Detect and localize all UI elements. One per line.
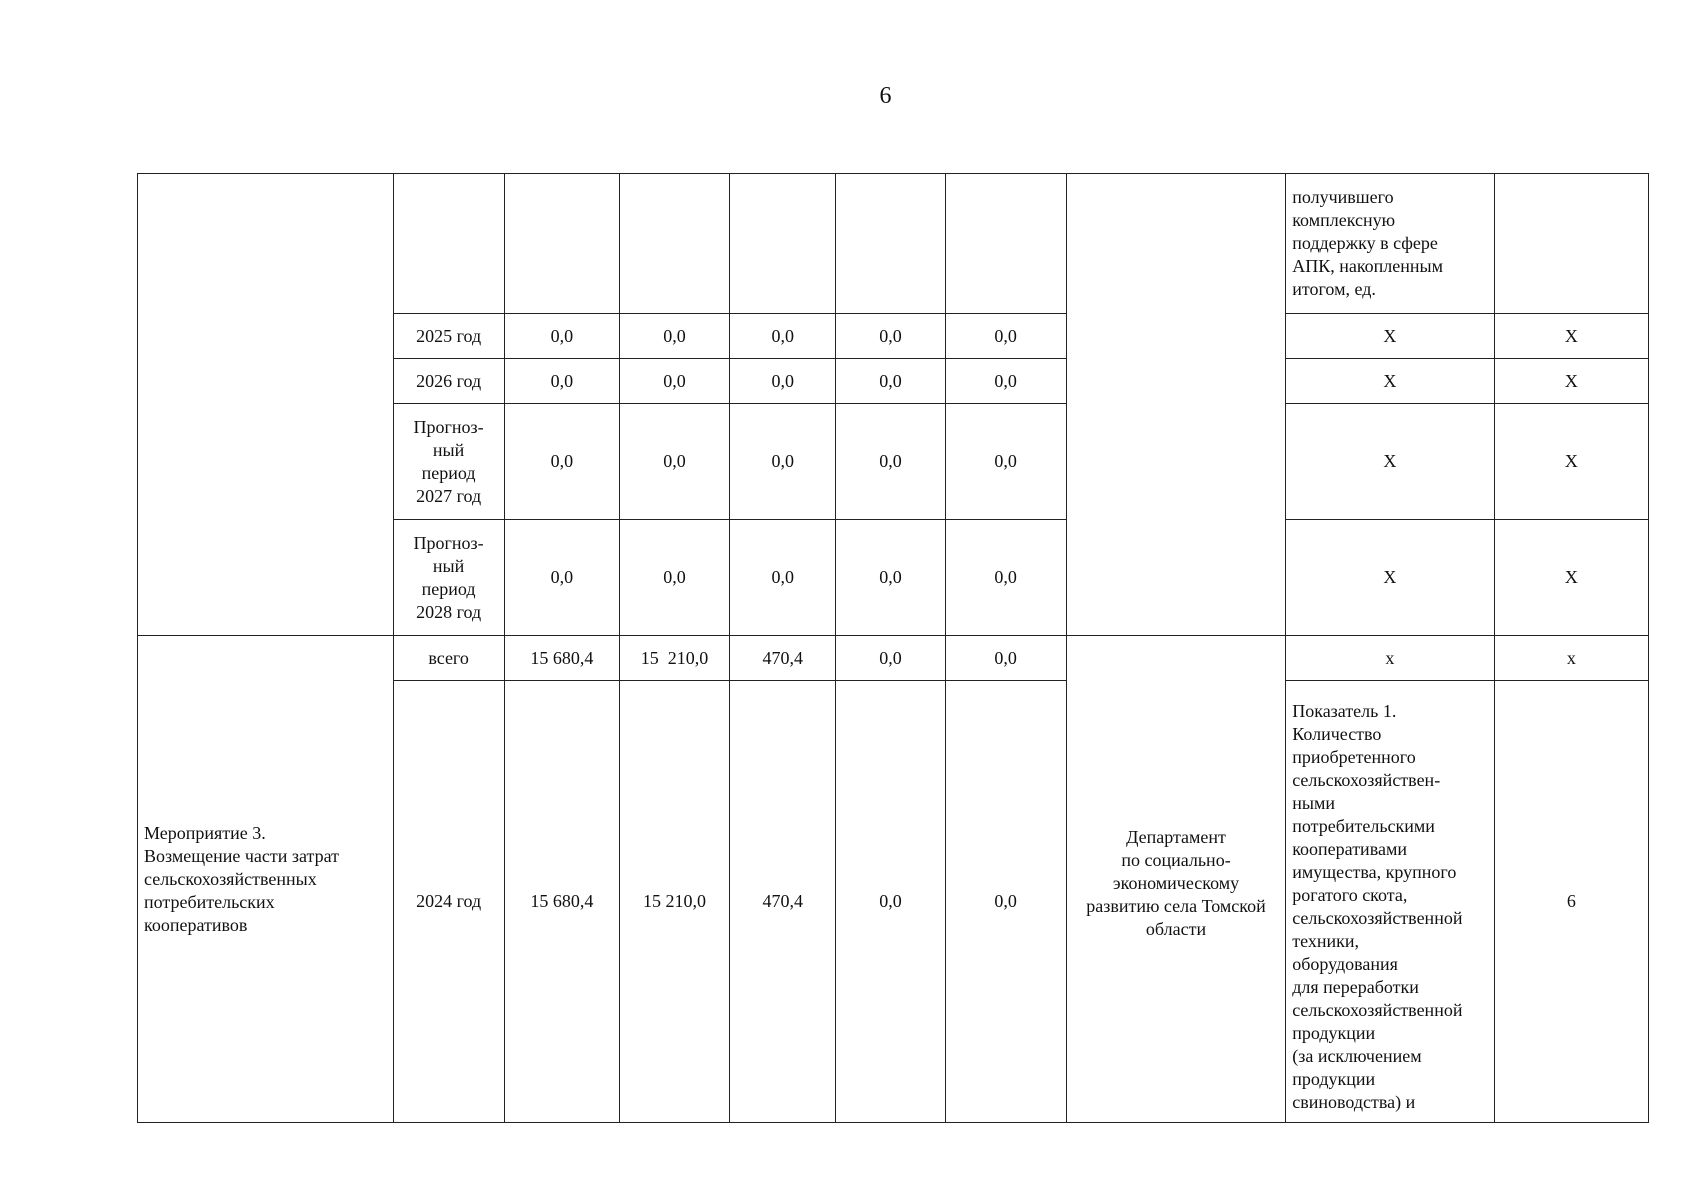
value-cell: 0,0 <box>836 404 945 520</box>
value-cell: 470,4 <box>730 636 836 681</box>
period-cell: 2025 год <box>393 314 504 359</box>
value-cell: 15 680,4 <box>504 681 619 1123</box>
measure-name-cell <box>138 174 394 636</box>
period-cell: 2026 год <box>393 359 504 404</box>
indicator-value-cell: 6 <box>1494 681 1648 1123</box>
value-cell: 0,0 <box>619 314 729 359</box>
value-cell: 0,0 <box>836 681 945 1123</box>
value-cell: 0,0 <box>945 359 1066 404</box>
value-cell: 0,0 <box>730 404 836 520</box>
indicator-value-cell: х <box>1494 636 1648 681</box>
value-cell: 0,0 <box>945 314 1066 359</box>
indicator-text: Показатель 1. Количество приобретенного сельскохозяйствен- ными потребительскими кооперативами имущества, крупного рогатого скота, сельскохозяйственной техники, оборудования для переработки сельскохозяйственной продукции (за исключением продукции свиноводства) и <box>1286 681 1494 1123</box>
period-cell: Прогноз- ный период 2027 год <box>393 404 504 520</box>
value-cell: 15 210,0 <box>619 636 729 681</box>
period-cell: всего <box>393 636 504 681</box>
value-cell: 0,0 <box>945 636 1066 681</box>
indicator-cell: Х <box>1286 359 1494 404</box>
table-row <box>138 636 1649 681</box>
table-row <box>138 174 1649 314</box>
indicator-value-cell: Х <box>1494 520 1648 636</box>
value-cell: 0,0 <box>504 520 619 636</box>
period-cell: Прогноз- ный период 2028 год <box>393 520 504 636</box>
value-cell: 0,0 <box>619 404 729 520</box>
value-cell: 0,0 <box>945 520 1066 636</box>
indicator-cell: Х <box>1286 520 1494 636</box>
value-cell: 15 680,4 <box>504 636 619 681</box>
indicator-value-cell: Х <box>1494 314 1648 359</box>
indicator-cell: х <box>1286 636 1494 681</box>
value-cell: 0,0 <box>836 520 945 636</box>
executor-cell: Департамент по социально- экономическому развитию села Томской области <box>1066 636 1285 1123</box>
value-cell: 0,0 <box>836 359 945 404</box>
value-cell: 0,0 <box>619 359 729 404</box>
value-cell: 470,4 <box>730 681 836 1123</box>
page-number: 6 <box>879 83 892 109</box>
budget-table <box>137 173 1649 1123</box>
value-cell: 0,0 <box>945 681 1066 1123</box>
value-cell: 0,0 <box>730 314 836 359</box>
value-cell: 0,0 <box>619 520 729 636</box>
indicator-value-cell: Х <box>1494 359 1648 404</box>
value-cell: 15 210,0 <box>619 681 729 1123</box>
period-cell: 2024 год <box>393 681 504 1123</box>
value-cell: 0,0 <box>836 636 945 681</box>
value-cell: 0,0 <box>730 359 836 404</box>
indicator-cell: Х <box>1286 404 1494 520</box>
measure-name-cell: Мероприятие 3. Возмещение части затрат сельскохозяйственных потребительских кооперативов <box>138 636 394 1123</box>
value-cell: 0,0 <box>836 314 945 359</box>
indicator-text: получившего комплексную поддержку в сфере АПК, накопленным итогом, ед. <box>1286 174 1494 314</box>
executor-cell <box>1066 174 1285 636</box>
value-cell: 0,0 <box>945 404 1066 520</box>
value-cell: 0,0 <box>504 359 619 404</box>
value-cell: 0,0 <box>730 520 836 636</box>
value-cell: 0,0 <box>504 404 619 520</box>
indicator-cell: Х <box>1286 314 1494 359</box>
indicator-value-cell: Х <box>1494 404 1648 520</box>
value-cell: 0,0 <box>504 314 619 359</box>
